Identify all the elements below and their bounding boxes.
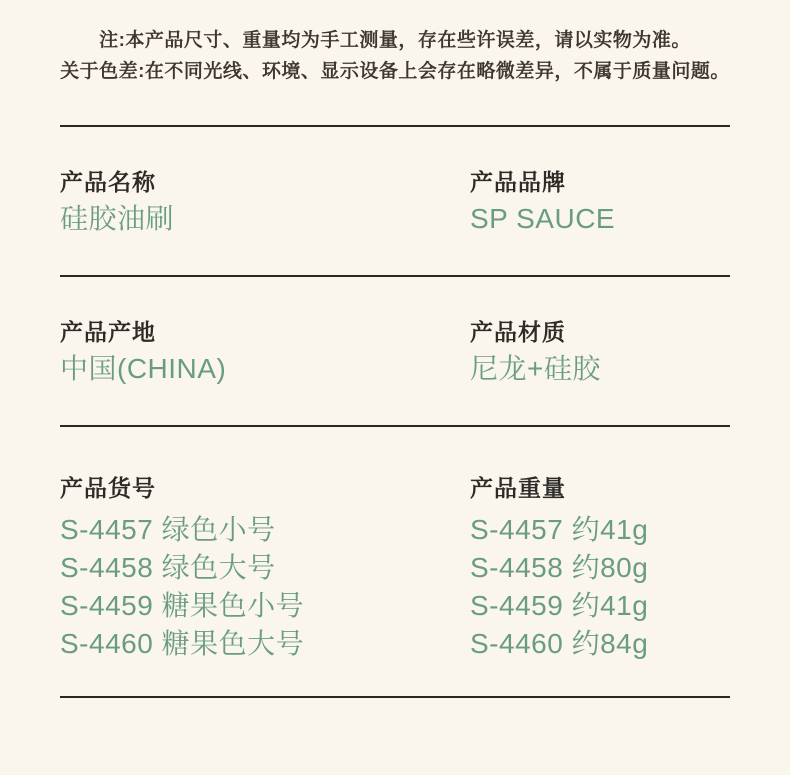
spec-cell-brand <box>470 169 730 236</box>
spec-value-weight-2: S-4458 约80g <box>470 552 649 583</box>
disclaimer-note <box>0 0 790 87</box>
spec-cell-product-name <box>60 169 470 236</box>
spec-label-material: 产品材质 <box>470 319 566 345</box>
spec-value-material: 尼龙+硅胶 <box>470 353 601 384</box>
spec-values <box>60 202 470 236</box>
spec-value-sku-4: S-4460 糖果色大号 <box>60 628 305 659</box>
divider-bottom <box>60 696 730 698</box>
spec-label-weight: 产品重量 <box>470 475 566 501</box>
spec-cell-material <box>470 319 730 386</box>
spec-cell-weight <box>470 475 730 663</box>
spec-values <box>60 511 470 663</box>
spec-value-product-name: 硅胶油刷 <box>60 203 175 234</box>
spec-values <box>470 352 730 386</box>
spec-values <box>60 352 470 386</box>
spec-label-product-name: 产品名称 <box>60 169 156 195</box>
spec-value-sku-3: S-4459 糖果色小号 <box>60 590 305 621</box>
note-line-color-difference: 关于色差:在不同光线、环境、显示设备上会存在略微差异，不属于质量问题。 <box>60 61 730 82</box>
spec-value-weight-3: S-4459 约41g <box>470 590 649 621</box>
spec-row-origin-material <box>60 277 730 425</box>
spec-value-sku-2: S-4458 绿色大号 <box>60 552 276 583</box>
spec-value-weight-1: S-4457 约41g <box>470 514 649 545</box>
spec-cell-sku <box>60 475 470 663</box>
spec-value-brand: SP SAUCE <box>470 203 616 234</box>
spec-value-sku-1: S-4457 绿色小号 <box>60 514 276 545</box>
spec-table <box>60 125 730 698</box>
spec-row-name-brand <box>60 127 730 275</box>
spec-value-weight-4: S-4460 约84g <box>470 628 649 659</box>
spec-label-origin: 产品产地 <box>60 319 156 345</box>
spec-values <box>470 511 730 663</box>
spec-label-sku: 产品货号 <box>60 475 156 501</box>
spec-row-sku-weight <box>60 427 730 696</box>
spec-values <box>470 202 730 236</box>
spec-label-brand: 产品品牌 <box>470 169 566 195</box>
spec-cell-origin <box>60 319 470 386</box>
spec-value-origin: 中国(CHINA) <box>60 353 227 384</box>
note-line-measurement: 注:本产品尺寸、重量均为手工测量，存在些许误差，请以实物为准。 <box>99 30 691 51</box>
